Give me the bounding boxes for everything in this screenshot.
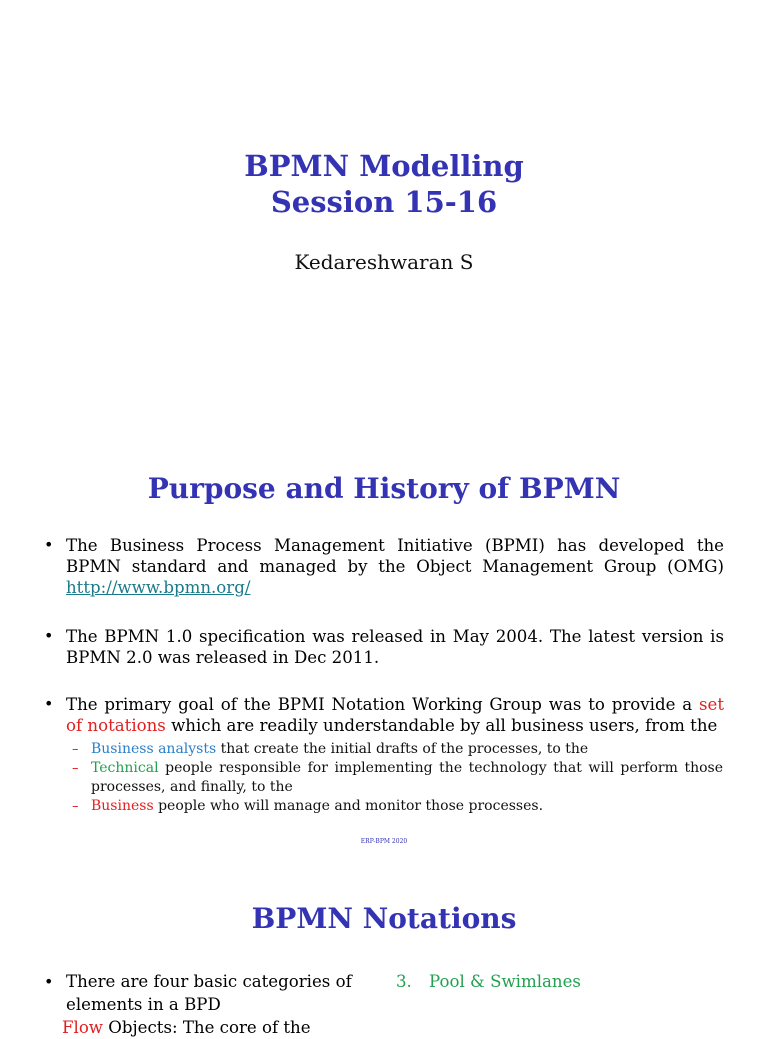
bullet-list (44, 626, 724, 668)
bullet-categories: • There are four basic categories of elements in a BPD (44, 970, 364, 1016)
sub-bullet-list (72, 740, 723, 816)
bullet-primary-goal: • The primary goal of the BPMI Notation Working Group was to provide a set of notations which are readily understandable by all business users, from the (44, 694, 724, 736)
title-line-2: Session 15-16 (270, 185, 498, 219)
bullet-spec-release: • The BPMN 1.0 specification was released in May 2004. The latest version is BPMN 2.0 was released in Dec 2011. (44, 626, 724, 668)
bpmn-link[interactable]: http://www.bpmn.org/ (66, 578, 251, 597)
bullet-bpmi (44, 535, 724, 598)
slide-title (0, 148, 768, 220)
purpose-history-slide (0, 432, 768, 864)
sub-item-technical: – Technical people responsible for implementing the technology that will perform those processes, and finally, to the (72, 759, 723, 797)
author-name: Kedareshwaran S (294, 250, 474, 274)
slide-title: Purpose and History of BPMN (147, 472, 621, 505)
bullet-text: The Business Process Management Initiative (BPMI) has developed the BPMN standard and managed by the Object Management Group (OMG) (66, 536, 724, 576)
bullet-list (44, 694, 724, 736)
highlight-set-of-notations: set of notations (66, 695, 724, 735)
numbered-item-pool-swimlanes: 3. Pool & Swimlanes (396, 972, 581, 991)
title-line-1: BPMN Modelling (244, 149, 524, 183)
slide-footer: ERP-BPM 2020 (360, 838, 408, 845)
sub-item-business-analysts: – Business analysts that create the initial drafts of the processes, to the (72, 740, 723, 759)
title-slide (0, 0, 768, 432)
notations-slide (0, 864, 768, 1037)
bullet-list (44, 970, 364, 1016)
sub-item-business: – Business people who will manage and monitor those processes. (72, 797, 723, 816)
sub-item-flow-objects: Flow Objects: The core of the (62, 1018, 311, 1037)
slide-title: BPMN Notations (251, 902, 517, 935)
bullet-list (44, 535, 724, 598)
